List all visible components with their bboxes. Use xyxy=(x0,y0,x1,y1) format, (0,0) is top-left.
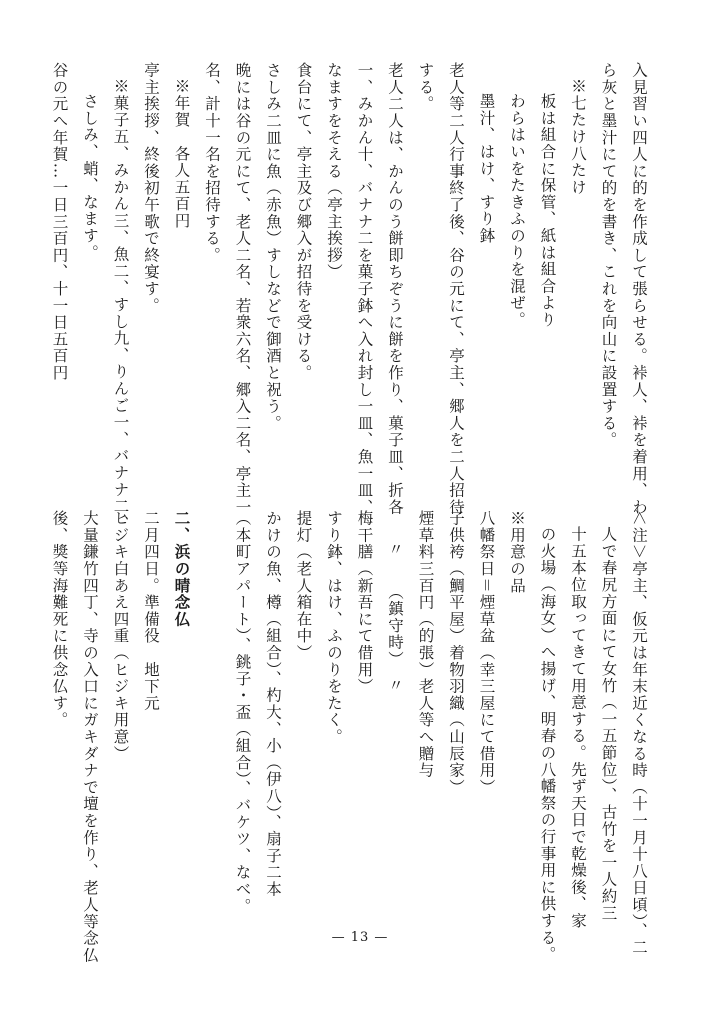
text-line: 亭主挨拶、終後初午歌で終宴す。 xyxy=(142,62,160,314)
text-line: ※用意の品 xyxy=(508,510,526,594)
text-line: 入見習い四人に的を作成して張らせる。裃人、裃を着用、わ xyxy=(630,62,648,516)
text-line: 提灯（老人箱在中） xyxy=(294,510,313,662)
text-line: する。 xyxy=(416,62,435,113)
text-line: ヒジキ白あえ四重（ヒジキ用意） xyxy=(111,510,130,762)
text-line: かけの魚、樽（組合）、杓大、小（伊八）、扇子二本 xyxy=(264,510,282,898)
text-line: 谷の元へ年賀…一日三百円、十一日五百円 xyxy=(50,62,69,382)
text-line: 八幡祭日＝煙草盆（幸三屋にて借用） xyxy=(477,510,496,796)
page-number: — 13 — xyxy=(331,930,389,945)
text-line: 梅干膳（新吾にて借用） xyxy=(355,510,374,695)
text-line: 一、みかん十、バナナ二を菓子鉢へ入れ封し一皿、魚一皿、 xyxy=(355,62,374,516)
text-line: 食台にて、亭主及び郷入が招待を受ける。 xyxy=(294,62,313,382)
text-line: 大量鎌竹四丁、寺の入口にガキダナで壇を作り、老人等念仏 xyxy=(81,510,99,964)
text-line: ※年賀 各人五百円 xyxy=(172,77,191,229)
text-line: 二、浜の晴念仏 xyxy=(172,510,192,628)
upper-text-block xyxy=(50,62,654,532)
text-line: 墨汁、はけ、すり鉢 xyxy=(477,93,496,245)
text-line: 二月四日。準備役 地下元 xyxy=(142,510,160,712)
text-line: ※菓子五、みかん三、魚二、すし九、りんご一、バナナ二、 xyxy=(111,77,130,532)
text-line: わらはいをたきふのりを混ぜ。 xyxy=(508,93,526,329)
text-line: 子供袴（鯛平屋）着物羽織（山辰家） xyxy=(447,510,465,796)
text-line: の火場（海女）へ揚げ、明春の八幡祭の行事用に供する。 xyxy=(538,525,557,963)
text-line: 名、計十一名を招待する。 xyxy=(203,62,221,264)
text-line: ※七たけ八たけ xyxy=(569,77,587,196)
text-line: 人で春尻方面にて女竹（一五節位）、古竹を一人約三 xyxy=(599,525,618,921)
text-line: 〃 （鎮守時） 〃 xyxy=(386,541,404,694)
text-line: 老人等二人行事終了後、谷の元にて、亭主、郷人を二人招待 xyxy=(447,62,465,516)
text-line: 後、獎等海難死に供念仏す。 xyxy=(50,510,69,729)
text-line: ＜注＞亭主、仮元は年末近くなる時（十一月十八日頃）、二 xyxy=(630,510,648,956)
text-line: さしみ二皿に魚（赤魚）すしなどで御酒と祝う。 xyxy=(264,62,282,432)
text-line: 煙草料三百円（的張）老人等へ贈与 xyxy=(416,510,435,779)
text-line: 板は組合に保管、紙は組合より xyxy=(538,93,557,329)
text-line: すり鉢、はけ、ふのりをたく。 xyxy=(325,510,343,746)
text-line: 老人二人は、かんのう餅即ちぞうに餅を作り、菓子皿、折各 xyxy=(386,62,404,516)
text-line: なますをそえる（亭主挨拶） xyxy=(325,62,343,281)
text-line: さしみ、蛸、なます。 xyxy=(81,93,99,261)
text-line: （本町アパート）、銚子・盃（組合）、バケツ、なべ。 xyxy=(233,510,252,915)
text-line: 晩には谷の元にて、老人二名、若衆六名、郷入二名、亭主一 xyxy=(233,62,252,516)
text-line: 十五本位取ってきて用意する。先ず天日で乾燥後、家 xyxy=(569,525,587,929)
text-line: ら灰と墨汁にて的を書き、これを向山に設置する。 xyxy=(599,62,618,449)
text-line xyxy=(197,510,228,910)
